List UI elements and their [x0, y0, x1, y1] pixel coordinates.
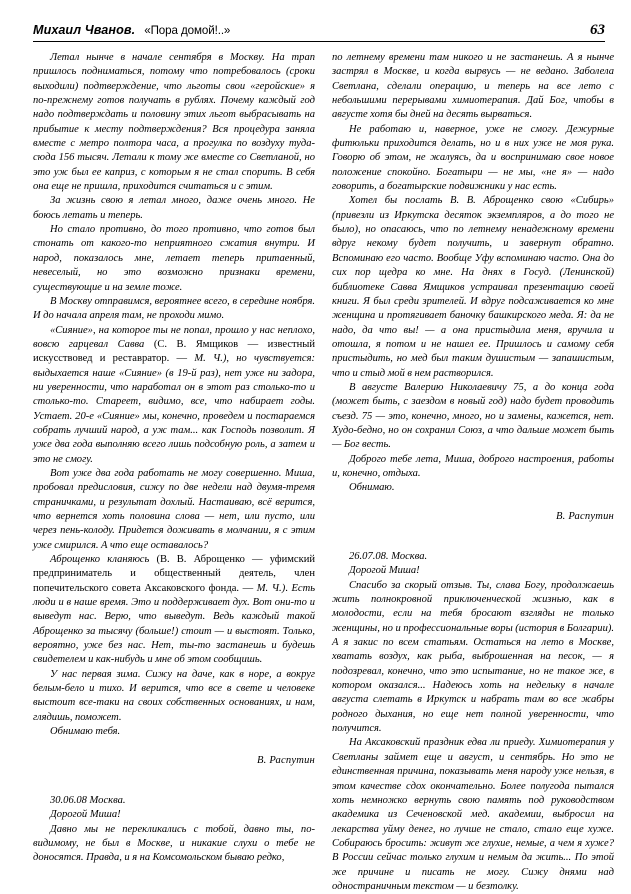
body-paragraph — [33, 725, 315, 739]
body-paragraph — [33, 467, 315, 553]
body-text-run: В Москву отправимся, вероятнее всего, в середине ноября. И до начала апреля там, не проходи мимо. — [33, 295, 315, 322]
editorial-note-run: (В. В. Аброщенко — уфимский предприниматель и общественный деятель, член попечительского совета Аксаковского фонда. — — [33, 554, 315, 594]
letter-signature: В. Распутин — [257, 754, 315, 766]
body-paragraph — [33, 51, 315, 194]
body-paragraph — [33, 223, 315, 295]
letter-dateline: 30.06.08 Москва. — [50, 794, 126, 806]
body-paragraph — [332, 453, 614, 482]
body-paragraph — [33, 194, 315, 223]
body-text-run: В августе Валерию Николаевичу 75, а до конца года (может быть, с заездом в новый год) надо будет проводить съезд. 75 — это, конечно, много, но и замены, кажется, нет. Худо-бедно, но он сохранил Союз, а что дальше может быть — Бог весть. — [332, 381, 614, 451]
letter-dateline: 26.07.08. Москва. — [349, 551, 428, 562]
running-header — [33, 22, 605, 42]
body-paragraph — [33, 295, 315, 324]
editorial-note-run: . — [285, 582, 292, 594]
header-work-title: «Пора домой!..» — [144, 24, 231, 37]
body-text-run: На Аксаковский праздник едва ли приеду. Химиотерапия у Светланы займет еще и август, и сентябрь. Но это не единственная причина, показывать меня народу уже нельзя, в этом качестве сдох окончательно. Более полугода пытался хоть немножко вернуть свою память под руководством академика из Сеченовской мед. академии, выбросил на лекарства уйму денег, но лучше не стало, стало еще хуже. Собираюсь бросить: живут же глухие, немые, а чем я хуже? В России сейчас только глухим и немым да жить... По этой же причине и писать не могу. Сижу днями над одностраничным текстом — и безтолку. — [332, 737, 614, 892]
signature-spacer — [33, 740, 315, 754]
column-right — [332, 51, 614, 894]
running-header-left — [33, 23, 230, 37]
body-text-run: Спасибо за скорый отзыв. Ты, слава Богу, продолжаешь жить полнокровной приключенческой жизнью, как в молодости, если на тебя бросают взгляды не только женщины, но и профессиональные воры (история в Болгарии). А я закис по всем статьям. Остаться на лето в Москве, хватать воздух, как рыба, выброшенная на песок, — я подозревал, конечно, что это испытание, но не такое же, в котором оказался... Надеюсь хоть на недельку в начале августа слетать в Иркутск и набрать там во все жабры родного дыхания, но еще нет полной уверенности, что получится. — [332, 579, 614, 735]
body-paragraph — [332, 579, 614, 737]
letter-salutation: Дорогой Миша! — [50, 809, 121, 821]
body-text-run: У нас первая зима. Сижу на даче, как в норе, а вокруг белым-бело и тихо. И верится, что все в свете и человеке выстоит все-таки на своих собственных основаниях, и нам, глядишь, поможет. — [33, 668, 315, 723]
text-columns — [33, 51, 614, 894]
body-paragraph — [33, 823, 315, 866]
signature-spacer — [332, 496, 614, 510]
body-text-run: За жизнь свою я летал много, даже очень много. Не боюсь летать и теперь. — [33, 195, 315, 221]
body-paragraph — [332, 736, 614, 894]
editorial-note-run: , — [226, 353, 237, 365]
body-paragraph — [332, 481, 614, 495]
body-text-run: Доброго тебе лета, Миша, доброго настроения, работы и, конечно, отдыха. — [332, 453, 614, 479]
body-text-run: Обнимаю тебя. — [50, 726, 121, 738]
letter-signature: В. Распутин — [556, 510, 614, 522]
body-text-run: но чувствуется: выдыхается наше «Сияние» (в 19-й раз), нет уже ни задора, ни уверенности, что наработал он в этот раз столько-то и столько-то. Стареет, видимо, все, что набирает годы. Устает. 20-е «Сияние» мы, конечно, проведем и постараемся собрать лучший народ, а уж там... как Господь позволит. Я уже два года выполняю всего лишь подсобную роль, а затем и это не смогу. — [33, 353, 315, 465]
body-paragraph — [332, 381, 614, 453]
body-paragraph — [332, 51, 614, 123]
header-author-name: Михаил Чванов. — [33, 23, 136, 37]
body-text-run: Давно мы не перекликались с тобой, давно ты, по-видимому, не был в Москве, и никакие слухи о тебе не доносятся. Правда, и я на Комсомольском бываю редко, — [33, 823, 315, 864]
letter-separator — [33, 768, 315, 794]
body-text-run: М. Ч.) — [256, 582, 286, 594]
body-text-run: Вот уже два года работать не могу совершенно. Миша, пробовал предисловия, сижу по две недели над двумя-тремя страничками, и результат дохлый. Настаиваю, всё верится, что вернется хоть половина слова — нет, или пусто, или через пень-колоду. Придется доживать в молчании, я с этим уже смирился. А что еще оставалось? — [33, 467, 315, 551]
column-left — [33, 51, 315, 866]
body-paragraph — [33, 553, 315, 668]
body-text-run: Есть люди и в наше время. Это и поддерживает дух. Вот они-то и выведут нас. Верю, что выведут. Ведь каждый такой Аброщенко за тысячу (больше!) стоит — и выстоят. Только, вероятно, уже без нас. Нет, ты-то застанешь и будешь свидетелем и как-нибудь и мне об этом сообщишь. — [33, 582, 315, 666]
body-paragraph — [33, 668, 315, 725]
body-text-run: Аброщенко кланяюсь — [50, 554, 157, 566]
editorial-note-run: (С. В. Ямщиков — известный искусствовед и реставратор. — — [33, 338, 316, 365]
body-text-run: Но стало противно, до того противно, что готов был стонать от какого-то неприятного сжатия внутри. И народ, показалось мне, летает теперь притаенный, невеселый, но это возможно признаки времени, существующие и на земле тоже. — [33, 224, 315, 293]
page-number: 63 — [590, 22, 605, 38]
body-paragraph — [33, 324, 315, 467]
letter-separator — [332, 524, 614, 550]
body-text-run: по летнему времени там никого и не застанешь. А я нынче застрял в Москве, и когда вырвусь — не ведано. Заболела Светлана, сделали операцию, и теперь на все лето с небольшими перерывами химиотерапия. Дай Бог, чтобы в августе хотя бы дней на десять вырваться. — [332, 52, 614, 121]
body-text-run: Летал нынче в начале сентября в Москву. На трап пришлось подниматься, потому что потребовалось (сроки выходили) подтверждение, что льготы свои «геройские» я по-прежнему готов получать в рублях. Почему каждый год надо подтверждать и половину этих льгот выбрасывать на прибытие к месту подтверждения? Вся процедура заняла вместе с метро полтора часа, а прогулка по воздуху туда-сюда 156 тысяч. Летали к тому же вместе со Светланой, но это уж был ее каприз, с которым я не стал спорить. В себя она еще не пришла, приходится считаться и с этим. — [33, 52, 315, 193]
body-paragraph — [332, 123, 614, 195]
body-paragraph — [332, 194, 614, 380]
body-text-run: Обнимаю. — [349, 482, 395, 494]
body-text-run: Не работаю и, наверное, уже не смогу. Дежурные фитюльки приходится делать, но и в них уже не моя рука. Говорю об этом, не жалуясь, да и воспринимаю свое новое положение спокойно. Богатыри — не мы, «не я» — надо говорить, а богатырские подвижники у нас есть. — [332, 123, 614, 193]
body-text-run: М. Ч.) — [194, 353, 227, 365]
letter-salutation: Дорогой Миша! — [349, 565, 420, 577]
body-text-run: Хотел бы послать В. В. Аброщенко свою «Сибирь» (привезли из Иркутска десяток экземпляров, а до того не было), но опасаюсь, что по летнему ненадежному времени вдруг некому будет получить, и завернут обратно. Вспоминаю его часто. Вообще Уфу вспоминаю часто. Она до сих пор щедра ко мне. На днях в Госуд. (Ленинской) библиотеке Савва Ямщиков устраивал презентацию своей книги. Я был среди зрителей. И вдруг подсаживается ко мне женщина и протягивает баночку башкирского меда. Я: да не надо, да что вы! — а она пристыдила меня, вручила и отошла, я потом и не нашел ее. Пришлось и самому себя пристыдить, но мед был таким душистым — запашистым, что и стыд мой в нем растворился. — [332, 195, 614, 379]
body-text-run: «Сияние», на которое ты не попал, прошло у нас неплохо, вовсю гарцевал Савва — [33, 324, 315, 350]
